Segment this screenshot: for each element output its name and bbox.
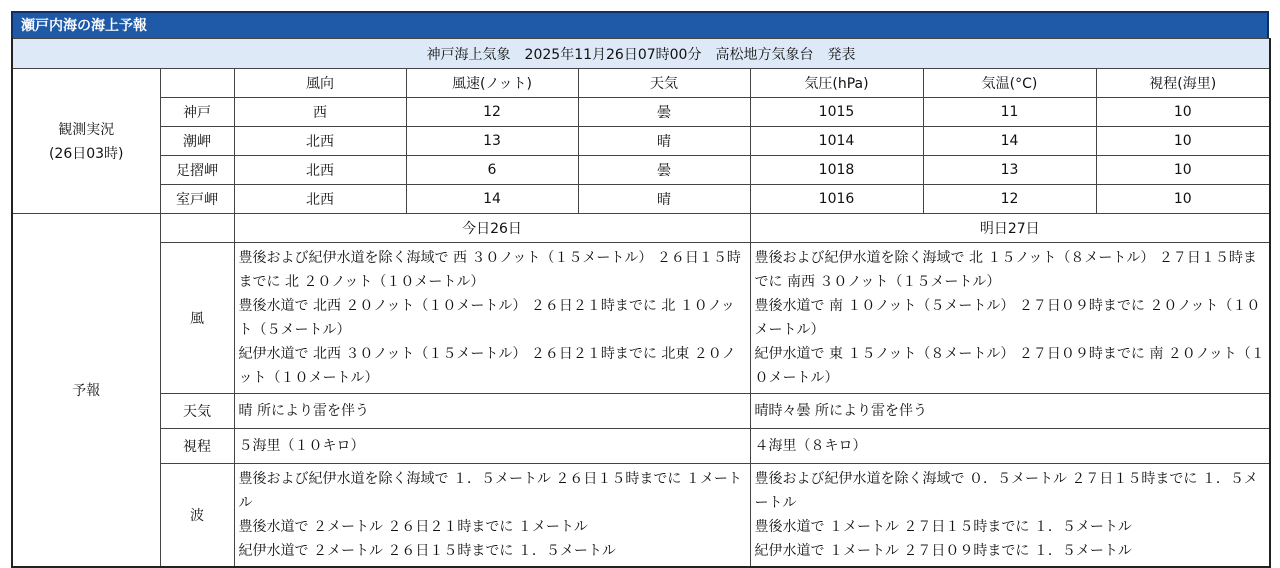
cell: 1014: [750, 127, 923, 156]
cell: 北西: [234, 185, 406, 214]
wind-day1-line: 豊後および紀伊水道を除く海域で 西 ３０ノット（１５メートル） ２６日１５時までに 北 ２０ノット（１０メートル）: [238, 250, 741, 290]
cell: 晴: [578, 185, 750, 214]
observation-row: [12, 156, 1270, 185]
station-name: 神戸: [160, 98, 234, 127]
weather-label: 天気: [160, 394, 234, 429]
cell: 北西: [234, 156, 406, 185]
wind-day1-line: 豊後水道で 北西 ２０ノット（１０メートル） ２６日２１時までに 北 １０ノット（５メートル）: [238, 298, 735, 338]
cell: 13: [923, 156, 1096, 185]
waves-day2-line: 豊後および紀伊水道を除く海域で ０．５メートル ２７日１５時までに １．５メートル: [754, 471, 1258, 511]
cell: 12: [406, 98, 578, 127]
col-header-visibility: 視程(海里): [1096, 69, 1270, 98]
cell: 10: [1096, 156, 1270, 185]
cell: 10: [1096, 185, 1270, 214]
wind-day1-line: 紀伊水道で 北西 ３０ノット（１５メートル） ２６日２１時までに 北東 ２０ノット（１０メートル）: [238, 346, 736, 386]
cell: 晴: [578, 127, 750, 156]
cell: 1018: [750, 156, 923, 185]
col-header-wind-direction: 風向: [234, 69, 406, 98]
blank-header-cell: [160, 69, 234, 98]
day1-header: 今日26日: [234, 214, 750, 243]
col-header-pressure: 気圧(hPa): [750, 69, 923, 98]
visibility-day2: ４海里（８キロ）: [750, 429, 1270, 464]
waves-label: 波: [160, 464, 234, 568]
cell: 14: [406, 185, 578, 214]
waves-day1-line: 紀伊水道で ２メートル ２６日１５時までに １．５メートル: [238, 543, 616, 559]
wind-day2-line: 豊後および紀伊水道を除く海域で 北 １５ノット（８メートル） ２７日１５時までに 南西 ３０ノット（１５メートル）: [754, 250, 1257, 290]
observation-label-cell: [12, 69, 160, 214]
waves-day1: [234, 464, 750, 568]
weather-day2: 晴時々曇 所により雷を伴う: [750, 394, 1270, 429]
weather-day1: 晴 所により雷を伴う: [234, 394, 750, 429]
station-name: 潮岬: [160, 127, 234, 156]
waves-day2: [750, 464, 1270, 568]
forecast-label: 予報: [12, 214, 160, 568]
col-header-temperature: 気温(°C): [923, 69, 1096, 98]
waves-day2-line: 豊後水道で １メートル ２７日１５時までに １．５メートル: [754, 519, 1132, 535]
day2-header: 明日27日: [750, 214, 1270, 243]
wind-label: 風: [160, 243, 234, 394]
station-name: 足摺岬: [160, 156, 234, 185]
forecast-table: [11, 38, 1271, 568]
cell: 曇: [578, 156, 750, 185]
waves-day1-line: 豊後水道で ２メートル ２６日２１時までに １メートル: [238, 519, 588, 535]
cell: 1016: [750, 185, 923, 214]
cell: 1015: [750, 98, 923, 127]
cell: 12: [923, 185, 1096, 214]
issued-line: 神戸海上気象 2025年11月26日07時00分 高松地方気象台 発表: [12, 39, 1270, 69]
waves-day2-line: 紀伊水道で １メートル ２７日０９時までに １．５メートル: [754, 543, 1132, 559]
blank-day-header-cell: [160, 214, 234, 243]
cell: 西: [234, 98, 406, 127]
observation-row: [12, 185, 1270, 214]
panel-title: 瀬戸内海の海上予報: [11, 11, 1269, 38]
cell: 曇: [578, 98, 750, 127]
cell: 11: [923, 98, 1096, 127]
cell: 10: [1096, 127, 1270, 156]
visibility-day1: ５海里（１０キロ）: [234, 429, 750, 464]
cell: 北西: [234, 127, 406, 156]
wind-day2: [750, 243, 1270, 394]
observation-row: [12, 127, 1270, 156]
observation-label: 観測実況: [58, 122, 115, 138]
wind-day2-line: 紀伊水道で 東 １５ノット（８メートル） ２７日０９時までに 南 ２０ノット（１０メートル）: [754, 346, 1265, 386]
wind-day2-line: 豊後水道で 南 １０ノット（５メートル） ２７日０９時までに ２０ノット（１０メートル）: [754, 298, 1261, 338]
col-header-weather: 天気: [578, 69, 750, 98]
cell: 13: [406, 127, 578, 156]
observation-time: (26日03時): [48, 146, 124, 162]
station-name: 室戸岬: [160, 185, 234, 214]
waves-day1-line: 豊後および紀伊水道を除く海域で １．５メートル ２６日１５時までに １メートル: [238, 471, 742, 511]
cell: 10: [1096, 98, 1270, 127]
visibility-label: 視程: [160, 429, 234, 464]
wind-day1: [234, 243, 750, 394]
col-header-wind-speed: 風速(ノット): [406, 69, 578, 98]
cell: 14: [923, 127, 1096, 156]
observation-row: [12, 98, 1270, 127]
cell: 6: [406, 156, 578, 185]
forecast-panel: [11, 11, 1269, 568]
